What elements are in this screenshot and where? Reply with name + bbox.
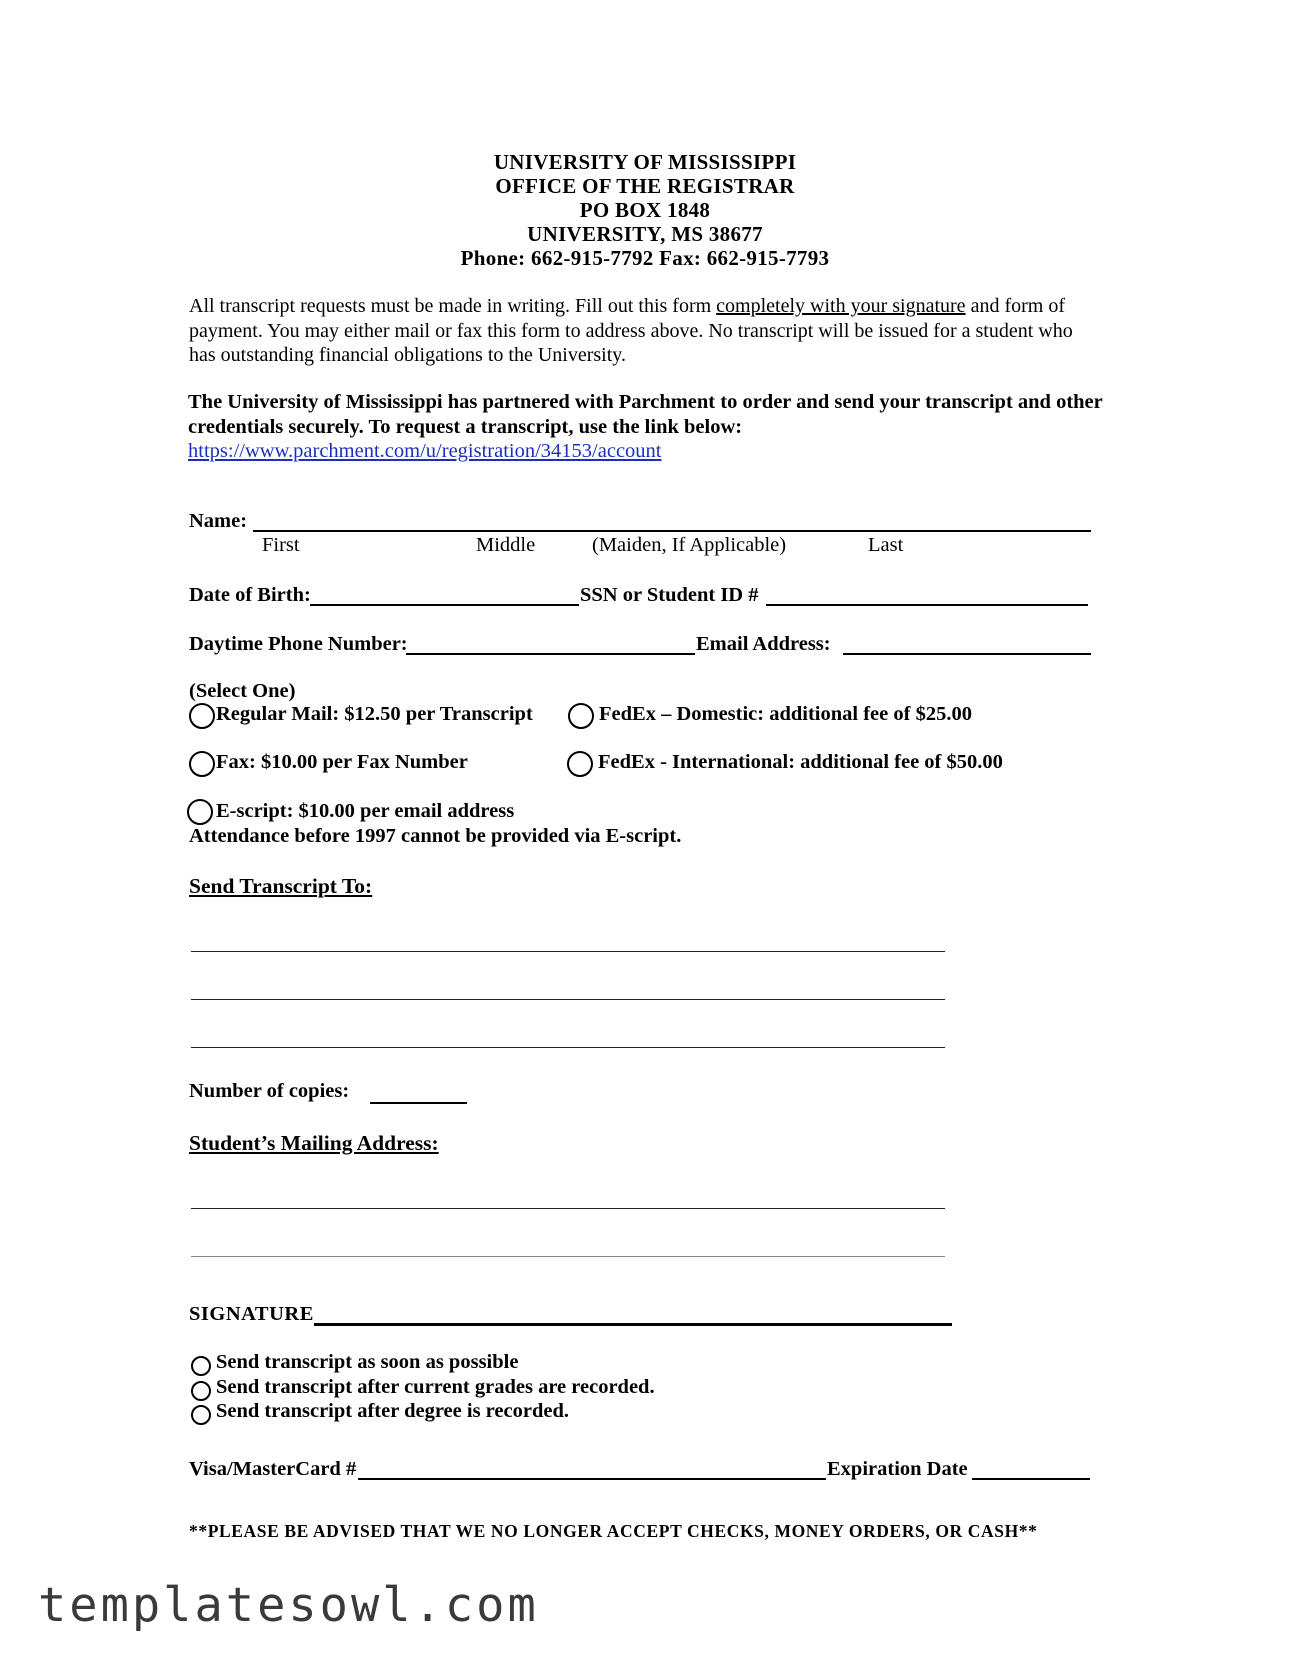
- parchment-text: The University of Mississippi has partnered with Parchment to order and send your transcript and other credentials securely. To request a transcript, use the link below:: [188, 391, 1103, 438]
- intro-text-1: All transcript requests must be made in writing. Fill out this form: [189, 295, 717, 317]
- copies-field[interactable]: [370, 1102, 467, 1104]
- timing-after-grades-label: Send transcript after current grades are recorded.: [216, 1376, 655, 1398]
- expiration-label: Expiration Date: [827, 1458, 968, 1480]
- intro-underlined: completely with your signature: [716, 295, 966, 317]
- name-middle-caption: Middle: [476, 534, 536, 556]
- copies-label: Number of copies:: [189, 1080, 350, 1102]
- mailing-line-2[interactable]: [191, 1256, 945, 1257]
- send-to-line-1[interactable]: [191, 951, 945, 952]
- expiration-field[interactable]: [972, 1478, 1090, 1480]
- send-to-line-3[interactable]: [191, 1047, 945, 1048]
- fedex-international-label: FedEx - International: additional fee of $50.00: [598, 751, 1003, 773]
- send-to-line-2[interactable]: [191, 999, 945, 1000]
- email-label: Email Address:: [696, 633, 831, 655]
- fax-label: Fax: $10.00 per Fax Number: [216, 751, 468, 773]
- mailing-address-heading: Student’s Mailing Address:: [189, 1131, 439, 1155]
- parchment-link[interactable]: https://www.parchment.com/u/registration/34153/account: [188, 440, 662, 462]
- dob-field[interactable]: [310, 604, 579, 606]
- payment-notice: **PLEASE BE ADVISED THAT WE NO LONGER ACCEPT CHECKS, MONEY ORDERS, OR CASH**: [189, 1521, 1038, 1541]
- name-label: Name:: [189, 510, 248, 532]
- phone-field[interactable]: [406, 653, 695, 655]
- fedex-domestic-radio[interactable]: [568, 703, 594, 729]
- name-field[interactable]: [253, 530, 1091, 532]
- phone-label: Daytime Phone Number:: [189, 633, 408, 655]
- intro-text-2: and form of payment. You may either mail or fax this form to address above. No transcript will be issued for a student who has outstanding financial obligations to the University.: [189, 295, 1073, 366]
- name-last-caption: Last: [868, 534, 904, 556]
- dob-label: Date of Birth:: [189, 584, 311, 606]
- fax-radio[interactable]: [189, 751, 215, 777]
- card-number-field[interactable]: [358, 1478, 826, 1480]
- select-one-label: (Select One): [189, 680, 296, 702]
- ssn-label: SSN or Student ID #: [580, 584, 759, 606]
- card-number-label: Visa/MasterCard #: [189, 1458, 357, 1480]
- regular-mail-label: Regular Mail: $12.50 per Transcript: [216, 703, 533, 725]
- send-to-heading: Send Transcript To:: [189, 874, 373, 898]
- phone-fax: Phone: 662-915-7792 Fax: 662-915-7793: [460, 246, 830, 270]
- escript-label: E-script: $10.00 per email address: [216, 800, 515, 822]
- escript-radio[interactable]: [187, 799, 213, 825]
- timing-after-grades-radio[interactable]: [191, 1381, 211, 1401]
- timing-asap-label: Send transcript as soon as possible: [216, 1351, 519, 1373]
- city-state-zip: UNIVERSITY, MS 38677: [527, 222, 763, 246]
- name-first-caption: First: [262, 534, 300, 556]
- intro-paragraph: [189, 294, 1089, 368]
- timing-after-degree-radio[interactable]: [191, 1405, 211, 1425]
- regular-mail-radio[interactable]: [189, 703, 215, 729]
- university-name: UNIVERSITY OF MISSISSIPPI: [493, 150, 797, 174]
- name-maiden-caption: (Maiden, If Applicable): [592, 534, 787, 556]
- po-box: PO BOX 1848: [579, 198, 711, 222]
- signature-label: SIGNATURE: [189, 1303, 314, 1325]
- office-name: OFFICE OF THE REGISTRAR: [495, 174, 795, 198]
- fedex-domestic-label: FedEx – Domestic: additional fee of $25.00: [599, 703, 972, 725]
- fedex-international-radio[interactable]: [567, 751, 593, 777]
- signature-field[interactable]: [314, 1323, 952, 1326]
- email-field[interactable]: [843, 653, 1091, 655]
- mailing-line-1[interactable]: [191, 1208, 945, 1209]
- escript-note: Attendance before 1997 cannot be provided via E-script.: [189, 825, 682, 847]
- timing-after-degree-label: Send transcript after degree is recorded.: [216, 1400, 569, 1422]
- parchment-paragraph: [188, 390, 1108, 464]
- watermark: templatesowl.com: [38, 1578, 539, 1633]
- timing-asap-radio[interactable]: [191, 1356, 211, 1376]
- ssn-field[interactable]: [766, 604, 1088, 606]
